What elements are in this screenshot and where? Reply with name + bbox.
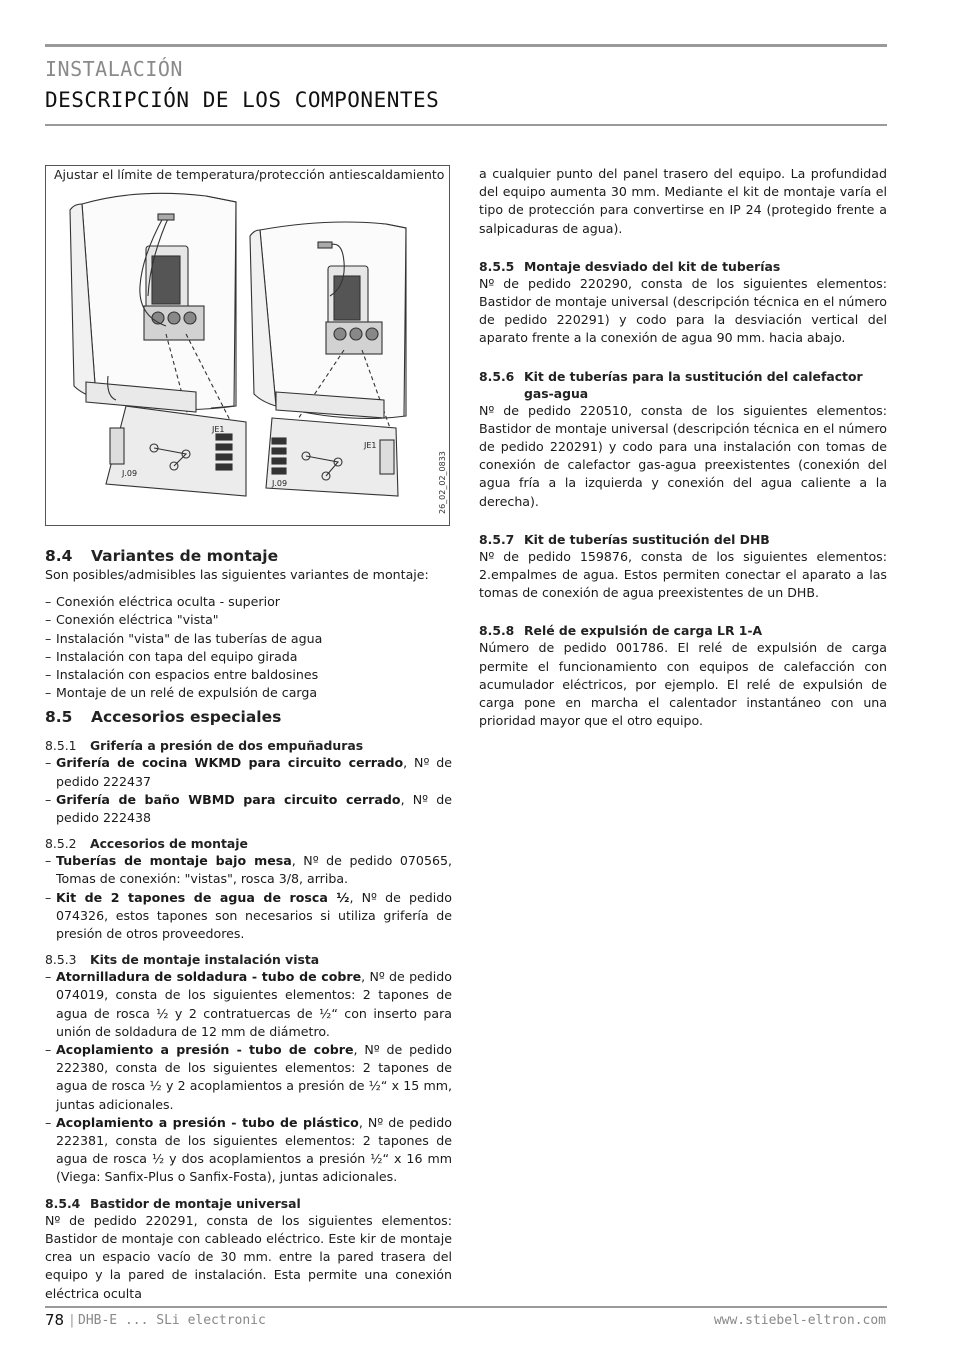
board-label-left-top: JE1	[212, 425, 225, 434]
page-title: DESCRIPCIÓN DE LOS COMPONENTES	[45, 88, 440, 112]
heading-8-5-5: 8.5.5 Montaje desviado del kit de tuberías	[479, 258, 781, 274]
right-column	[479, 165, 887, 730]
list-8-5-3	[45, 968, 452, 1186]
list-item: – Acoplamiento a presión - tubo de plástico, Nº de pedido 222381, consta de los siguientes elementos: 2 tapones de agua de rosca ½ y dos acoplamientos a presión ½“ x 16 mm (Viega: Sanfix-Plus o Sanfix-Fosta), juntas adicionales.	[45, 1114, 452, 1187]
heading-8-5: 8.5 Accesorios especiales	[45, 708, 282, 727]
footer-separator: |	[68, 1313, 76, 1328]
website-url: www.stiebel-eltron.com	[713, 1313, 886, 1328]
board-label-right-bottom: J.09	[272, 479, 288, 488]
text-8-5-4-continued: a cualquier punto del panel trasero del equipo. La profundidad del equipo aumenta 30 mm. Mediante el kit de montaje varía el tipo de protección para convertirse en IP 24 (protegido frente a salpicaduras de agua).	[479, 166, 887, 236]
variants-intro: Son posibles/admisibles las siguientes variantes de montaje:	[45, 567, 429, 582]
page-number: 78	[45, 1311, 65, 1329]
list-item: – Conexión eléctrica oculta - superior	[45, 593, 452, 611]
text-8-5-4: Nº de pedido 220291, consta de los siguientes elementos: Bastidor de montaje con cableado eléctrico. Este kir de montaje crea un espacio vacío de 30 mm. entre la pared trasera del equipo y la pared de instalación. Esta permite una conexión eléctrica oculta	[45, 1212, 452, 1301]
heading-8-5-1: 8.5.1 Grifería a presión de dos empuñaduras	[45, 738, 364, 754]
device-diagram	[46, 166, 450, 526]
heading-8-5-2: 8.5.2 Accesorios de montaje	[45, 836, 248, 852]
text-8-5-7: Nº de pedido 159876, consta de los siguientes elementos: 2.empalmes de agua. Estos permiten conectar el aparato a las tomas de conexión de agua preexistentes de un DHB.	[479, 548, 887, 601]
heading-8-5-4: 8.5.4 Bastidor de montaje universal	[45, 1195, 301, 1211]
heading-8-5-7: 8.5.7 Kit de tuberías sustitución del DHB	[479, 531, 770, 547]
list-8-5-2	[45, 852, 452, 943]
text-8-5-5: Nº de pedido 220290, consta de los siguientes elementos: Bastidor de montaje universal (descripción técnica en el número de pedido 220291) y codo para la desviación vertical del aparato frente a la conexión de agua 90 mm. hacia abajo.	[479, 275, 887, 346]
list-item: – Kit de 2 tapones de agua de rosca ½, Nº de pedido 074326, estos tapones son necesarios si utiliza grifería de presión de otros proveedores.	[45, 889, 452, 944]
board-label-right-top: JE1	[364, 441, 377, 450]
heading-8-5-6: 8.5.6 Kit de tuberías para la sustitución del calefactor gas-agua	[479, 368, 863, 401]
list-item: – Instalación "vista" de las tuberías de agua	[45, 630, 452, 648]
list-item: – Grifería de baño WBMD para circuito cerrado, Nº de pedido 222438	[45, 791, 452, 827]
heading-8-4: 8.4 Variantes de montaje	[45, 547, 279, 565]
text-8-5-6: Nº de pedido 220510, consta de los siguientes elementos: Bastidor de montaje universal (descripción técnica en el número de pedido 220291) y codo para una instalación con tomas de conexión de calefactor gas-agua preexistentes (conexión del agua fría a la izquierda y conexión del agua caliente a la derecha).	[479, 402, 887, 509]
left-column	[45, 547, 452, 1303]
product-name: DHB-E ... SLi electronic	[78, 1313, 266, 1328]
top-rule	[45, 44, 887, 47]
list-item: – Instalación con espacios entre baldosines	[45, 666, 452, 684]
heading-8-5-8: 8.5.8 Relé de expulsión de carga LR 1-A	[479, 623, 763, 639]
list-item: – Conexión eléctrica "vista"	[45, 611, 452, 629]
heading-8-5-3: 8.5.3 Kits de montaje instalación vista	[45, 952, 320, 968]
figure-caption: Ajustar el límite de temperatura/protección antiescaldamiento	[54, 167, 445, 182]
section-heading: INSTALACIÓN	[45, 57, 183, 81]
list-item: – Montaje de un relé de expulsión de carga	[45, 684, 452, 702]
text-8-5-8: Número de pedido 001786. El relé de expulsión de carga permite el funcionamiento con equipos de calefacción con acumulador eléctricos, por ejemplo. El relé de expulsión de carga pone en marcha el calentador instantáneo con una prioridad mayor que el otro equipo.	[479, 640, 887, 729]
header-rule	[45, 124, 887, 126]
list-item: – Atornilladura de soldadura - tubo de cobre, Nº de pedido 074019, consta de los siguientes elementos: 2 tapones de agua de rosca ½ y 2 contratuercas de ½“ con inserto para unión de soldadura de 12 mm de diámetro.	[45, 968, 452, 1041]
figure-code: 26_02_02_0833	[438, 451, 447, 514]
list-item: – Acoplamiento a presión - tubo de cobre, Nº de pedido 222380, consta de los siguientes elementos: 2 tapones de agua de rosca ½ y 2 acoplamientos a presión de ½“ x 15 mm, juntas adicionales.	[45, 1041, 452, 1114]
list-item: – Instalación con tapa del equipo girada	[45, 648, 452, 666]
list-item: – Tuberías de montaje bajo mesa, Nº de pedido 070565, Tomas de conexión: "vistas", rosca 3/8, arriba.	[45, 852, 452, 888]
list-item: – Grifería de cocina WKMD para circuito cerrado, Nº de pedido 222437	[45, 754, 452, 790]
board-label-left-bottom: J.09	[122, 469, 138, 478]
list-8-5-1	[45, 754, 452, 827]
installation-figure	[45, 165, 450, 526]
footer-rule	[45, 1306, 887, 1308]
variants-list	[45, 593, 452, 702]
